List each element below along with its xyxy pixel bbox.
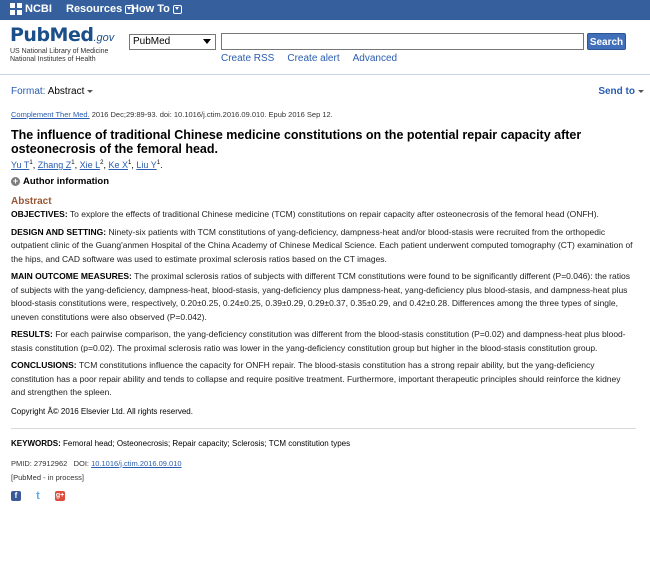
section-label: CONCLUSIONS:: [11, 360, 77, 370]
logo-gov: .gov: [93, 32, 115, 44]
abstract-heading: Abstract: [11, 196, 52, 207]
search-sublinks: [221, 53, 397, 64]
journal-link[interactable]: Complement Ther Med.: [11, 110, 90, 119]
create-rss-link[interactable]: Create RSS: [221, 53, 275, 64]
ncbi-topbar: [0, 0, 650, 20]
pmid: PMID: 27912962: [11, 458, 68, 468]
article-ids: [11, 459, 636, 468]
section-label: RESULTS:: [11, 329, 53, 339]
author-affiliation: 1: [71, 160, 75, 166]
ncbi-home-link[interactable]: [10, 3, 52, 15]
author-affiliation: 2: [100, 160, 104, 166]
chevron-down-icon: [203, 39, 211, 44]
chevron-down-icon: [173, 5, 182, 14]
header-divider: [0, 74, 650, 75]
doi-label: DOI:: [73, 458, 89, 468]
article-title: The influence of traditional Chinese medicine constitutions on the potential repair capacity after osteonecrosis of the femoral head.: [11, 128, 582, 156]
social-share: [11, 491, 636, 501]
format-selector[interactable]: [11, 86, 93, 97]
author-link[interactable]: Liu Y: [136, 160, 157, 170]
resources-menu[interactable]: [66, 3, 134, 15]
section-label: OBJECTIVES:: [11, 209, 68, 219]
author-link[interactable]: Zhang Z: [37, 160, 72, 170]
keywords-text: Femoral head; Osteonecrosis; Repair capacity; Sclerosis; TCM constitution types: [63, 438, 351, 448]
doi-link[interactable]: 10.1016/j.ctim.2016.09.010: [91, 458, 182, 468]
pubmed-status: [PubMed - in process]: [11, 472, 84, 482]
abstract-outcomes: [11, 270, 636, 324]
section-label: DESIGN AND SETTING:: [11, 226, 107, 237]
send-to-menu[interactable]: [598, 86, 644, 97]
database-select-value: PubMed: [133, 36, 171, 47]
abstract-conclusions: [11, 359, 636, 400]
section-label: MAIN OUTCOME MEASURES:: [11, 271, 132, 281]
section-text: TCM constitutions influence the capacity for ONFH repair. The blood-stasis constitution has a strong repair ability, but the yang-deficiency constitution has a poor repair ability and tends to collapse and require positive treatment. Furthermore, important therapeutic principles should reinforce the kidney and strengthen the spleen.: [11, 360, 621, 397]
logo-subtitle-1: US National Library of Medicine: [10, 48, 109, 55]
search-input[interactable]: [221, 33, 584, 50]
resources-label: Resources: [66, 3, 123, 15]
author-link[interactable]: Xie L: [79, 160, 101, 170]
database-select[interactable]: [129, 34, 216, 50]
section-text: To explore the effects of traditional Chinese medicine (TCM) constitutions on repair capacity after osteonecrosis of the femoral head (ONFH).: [69, 209, 599, 219]
author-affiliation: 1: [156, 160, 161, 166]
copyright: Copyright Â© 2016 Elsevier Ltd. All rights reserved.: [11, 406, 193, 416]
citation-details: 2016 Dec;29:89-93. doi: 10.1016/j.ctim.2016.09.010. Epub 2016 Sep 12.: [91, 110, 333, 119]
section-divider: [11, 428, 636, 429]
author-information-label: Author information: [23, 176, 110, 187]
abstract-objectives: [11, 208, 636, 222]
advanced-search-link[interactable]: Advanced: [352, 53, 398, 64]
pubmed-logo[interactable]: [10, 24, 114, 64]
author-list: Yu $T^1$, Zhang $Z^1$, Xie $L^2$, Ke $X^1$, Liu $Y^1$.: [11, 160, 163, 170]
twitter-icon[interactable]: t: [33, 491, 43, 501]
ncbi-logo-icon: [10, 3, 22, 15]
google-plus-icon[interactable]: g+: [55, 491, 65, 499]
chevron-down-icon: [87, 90, 93, 93]
section-text: The proximal sclerosis ratios of subjects with different TCM constitutions were found to be significantly different (P=0.046): the ratios of subjects with the yang-deficiency, dampness-heat, blood-stasis, yang-deficiency plus dampness-heat, yang-deficiency plus blood-stasis, and dampness-heat plus blood-stasis constitutions were, respectively, 0.20±0.25, 0.24±0.25, 0.39±0.29, 0.29±0.37, 0.35±0.29, and 0.42±0.28. Differences among the three types of single, uneven constitutions were also observed (P=0.042).: [11, 271, 630, 322]
facebook-icon[interactable]: f: [11, 491, 21, 501]
author-link[interactable]: Yu T: [11, 160, 30, 170]
author-link[interactable]: Ke X: [108, 160, 128, 170]
ncbi-label: NCBI: [25, 3, 52, 15]
chevron-down-icon: [638, 90, 644, 93]
format-value: Abstract: [47, 86, 85, 97]
abstract-results: [11, 328, 636, 355]
author-affiliation: 1: [29, 160, 33, 166]
plus-icon: +: [12, 176, 19, 186]
logo-brand: PubMed: [10, 24, 94, 46]
section-text: Ninety-six patients with TCM constitutions of yang-deficiency, dampness-heat and/or blood-stasis were recruited from the orthopedic outpatient clinic of the Guang'anmen Hospital of the China Academy of Chinese Medical Science. Each patient underwent computed tomography (CT) examination of the hips, and CAD software was used to estimate proximal sclerosis ratios based on the CT images.: [11, 226, 633, 264]
keywords: [11, 439, 636, 448]
howto-label: How To: [131, 3, 170, 15]
howto-menu[interactable]: [131, 3, 182, 15]
section-text: For each pairwise comparison, the yang-deficiency constitution was different from the blood-stasis constitution (P=0.02) and dampness-heat plus blood-stasis constitution (p=0.02). The proximal sclerosis ratio was lower in the yang-deficiency constitution group but higher in the blood-stasis constitution group.: [11, 329, 626, 353]
citation: [11, 110, 636, 119]
send-to-label: Send to: [598, 86, 635, 97]
format-label: Format:: [11, 86, 46, 97]
logo-subtitle-2: National Institutes of Health: [10, 56, 96, 63]
author-information-toggle[interactable]: [11, 176, 636, 187]
author-affiliation: 1: [128, 160, 132, 166]
article-content: [11, 110, 636, 501]
keywords-label: KEYWORDS:: [11, 438, 61, 448]
search-button[interactable]: Search: [587, 33, 626, 50]
abstract-design: [11, 226, 636, 267]
create-alert-link[interactable]: Create alert: [287, 53, 340, 64]
